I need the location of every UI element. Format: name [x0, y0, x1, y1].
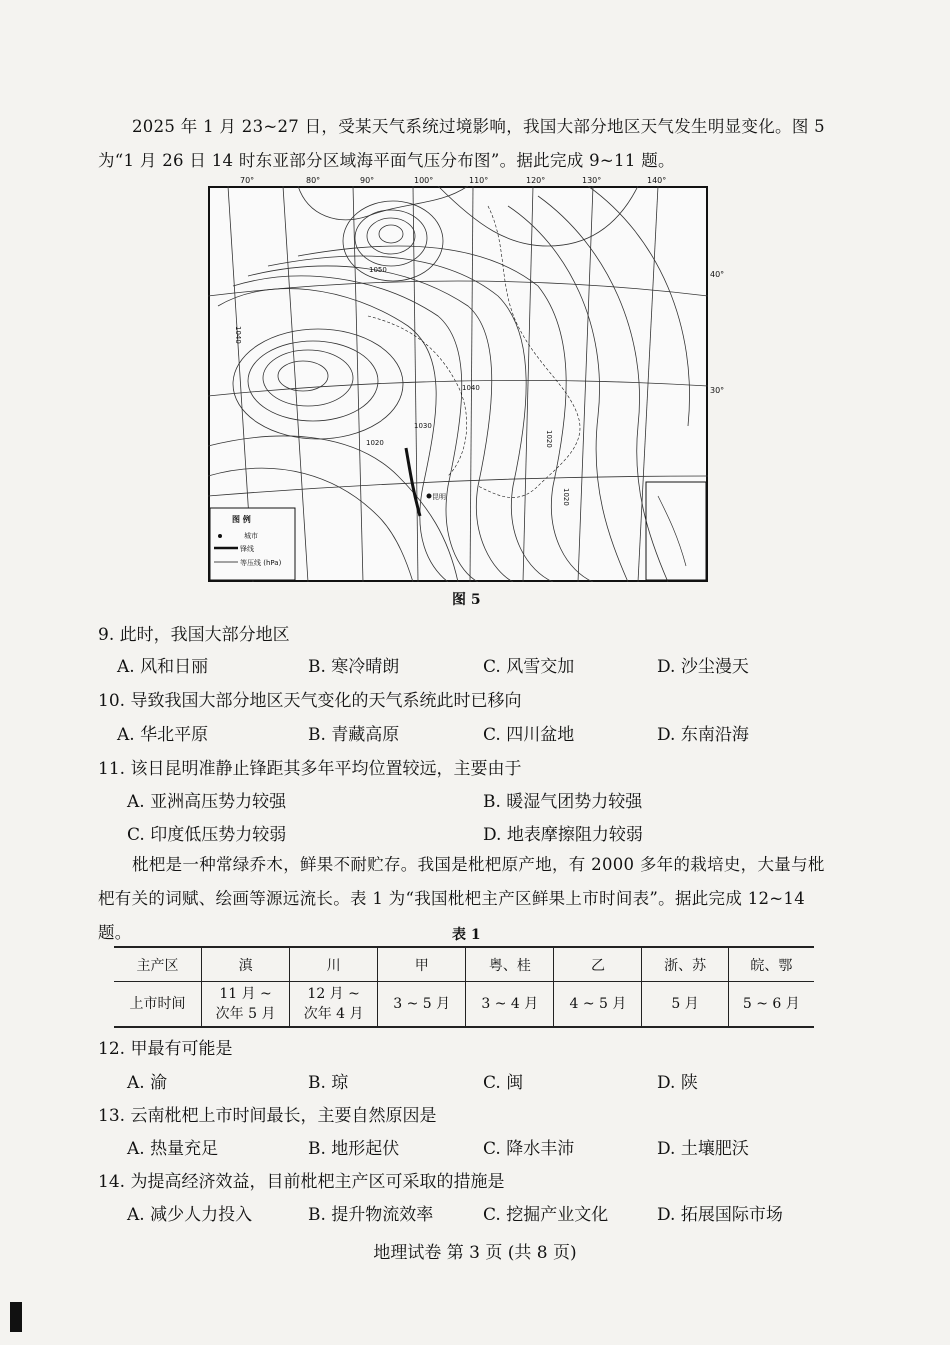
q14-option-b: B. 提升物流效率: [308, 1205, 434, 1225]
q11-option-c: C. 印度低压势力较弱: [127, 825, 287, 845]
loquat-market-table: [114, 946, 814, 1028]
lon-tick: 70°: [240, 176, 255, 185]
legend-title: 图 例: [232, 515, 251, 524]
intro-paragraph-1: 2025 年 1 月 23~27 日，受某天气系统过境影响，我国大部分地区天气发生明显变化。图 5 为“1 月 26 日 14 时东亚部分区域海平面气压分布图”。据此完成 9~11 题。: [98, 117, 825, 170]
q12-option-a: A. 渝: [127, 1073, 168, 1093]
page-footer: 地理试卷 第 3 页 (共 8 页): [373, 1243, 577, 1263]
isobar-label: 1040: [234, 326, 242, 344]
q10-option-b: B. 青藏高原: [308, 725, 400, 745]
lon-tick: 100°: [414, 176, 434, 185]
q9-option-c: C. 风雪交加: [483, 657, 575, 677]
q9-option-a: A. 风和日丽: [117, 657, 209, 677]
isobar-label: 1030: [414, 422, 432, 430]
q9-option-d: D. 沙尘漫天: [657, 657, 749, 677]
q13-option-a: A. 热量充足: [127, 1139, 219, 1159]
lon-tick: 80°: [306, 176, 321, 185]
legend-front: 锋线: [240, 545, 254, 553]
q12-option-c: C. 闽: [483, 1073, 524, 1093]
q13-option-d: D. 土壤肥沃: [657, 1139, 749, 1159]
q10-option-a: A. 华北平原: [117, 725, 209, 745]
lon-tick: 130°: [582, 176, 602, 185]
question-13: 13. 云南枇杷上市时间最长，主要自然原因是: [98, 1106, 437, 1126]
q14-option-a: A. 减少人力投入: [127, 1205, 253, 1225]
q14-option-c: C. 挖掘产业文化: [483, 1205, 609, 1225]
table-header-cell: 浙、苏: [642, 947, 728, 982]
city-kunming-dot: [427, 494, 432, 499]
question-9: 9. 此时，我国大部分地区: [98, 625, 290, 645]
q11-option-d: D. 地表摩擦阻力较弱: [483, 825, 643, 845]
isobar-label: 1040: [462, 384, 480, 392]
question-10: 10. 导致我国大部分地区天气变化的天气系统此时已移向: [98, 691, 522, 711]
lat-tick: 40°: [710, 270, 725, 279]
table-header-cell: 甲: [378, 947, 466, 982]
table-row: [114, 982, 814, 1028]
q13-option-b: B. 地形起伏: [308, 1139, 400, 1159]
table-cell: 3 ~ 4 月: [466, 982, 554, 1028]
table-header-cell: 乙: [554, 947, 642, 982]
table-row-label: 上市时间: [114, 982, 202, 1028]
question-14: 14. 为提高经济效益，目前枇杷主产区可采取的措施是: [98, 1172, 505, 1192]
table-cell: 5 月: [642, 982, 728, 1028]
table-header-cell: 粤、桂: [466, 947, 554, 982]
question-11: 11. 该日昆明准静止锋距其多年平均位置较远，主要由于: [98, 759, 522, 779]
city-label: 昆明: [432, 493, 446, 501]
scan-mark: [10, 1302, 22, 1332]
table-cell: 11 月 ~ 次年 5 月: [202, 982, 290, 1028]
table-header-cell: 主产区: [114, 947, 202, 982]
q10-option-c: C. 四川盆地: [483, 725, 575, 745]
table-cell: 12 月 ~ 次年 4 月: [290, 982, 378, 1028]
table-header-cell: 滇: [202, 947, 290, 982]
isobar-label: 1020: [562, 488, 570, 506]
q12-option-d: D. 陕: [657, 1073, 698, 1093]
figure-caption: 图 5: [452, 592, 481, 608]
q14-option-d: D. 拓展国际市场: [657, 1205, 783, 1225]
q12-option-b: B. 琼: [308, 1073, 349, 1093]
q9-option-b: B. 寒冷晴朗: [308, 657, 400, 677]
lon-tick: 90°: [360, 176, 375, 185]
table-header-row: [114, 947, 814, 982]
question-12: 12. 甲最有可能是: [98, 1039, 233, 1059]
isobar-label: 1020: [366, 439, 384, 447]
table-caption: 表 1: [452, 927, 481, 943]
isobar-label: 1020: [545, 430, 553, 448]
q11-option-a: A. 亚洲高压势力较强: [127, 792, 287, 812]
lon-tick: 110°: [469, 176, 489, 185]
table-cell: 5 ~ 6 月: [728, 982, 814, 1028]
table-header-cell: 川: [290, 947, 378, 982]
q10-option-d: D. 东南沿海: [657, 725, 749, 745]
q13-option-c: C. 降水丰沛: [483, 1139, 575, 1159]
lat-tick: 30°: [710, 386, 725, 395]
intro-paragraph-2: 枇杷是一种常绿乔木，鲜果不耐贮存。我国是枇杷原产地，有 2000 多年的栽培史，大量与枇杷有关的词赋、绘画等源远流长。表 1 为“我国枇杷主产区鲜果上市时间表”。据此完成 12~14 题。: [98, 855, 825, 942]
lon-tick: 120°: [526, 176, 546, 185]
legend-city: 城市: [244, 532, 258, 540]
pressure-map: [208, 186, 708, 582]
table-cell: 4 ~ 5 月: [554, 982, 642, 1028]
isobar-label: 1050: [369, 266, 387, 274]
q11-option-b: B. 暖湿气团势力较强: [483, 792, 643, 812]
legend-isobar: 等压线 (hPa): [240, 559, 282, 567]
lon-tick: 140°: [647, 176, 667, 185]
table-cell: 3 ~ 5 月: [378, 982, 466, 1028]
table-header-cell: 皖、鄂: [728, 947, 814, 982]
